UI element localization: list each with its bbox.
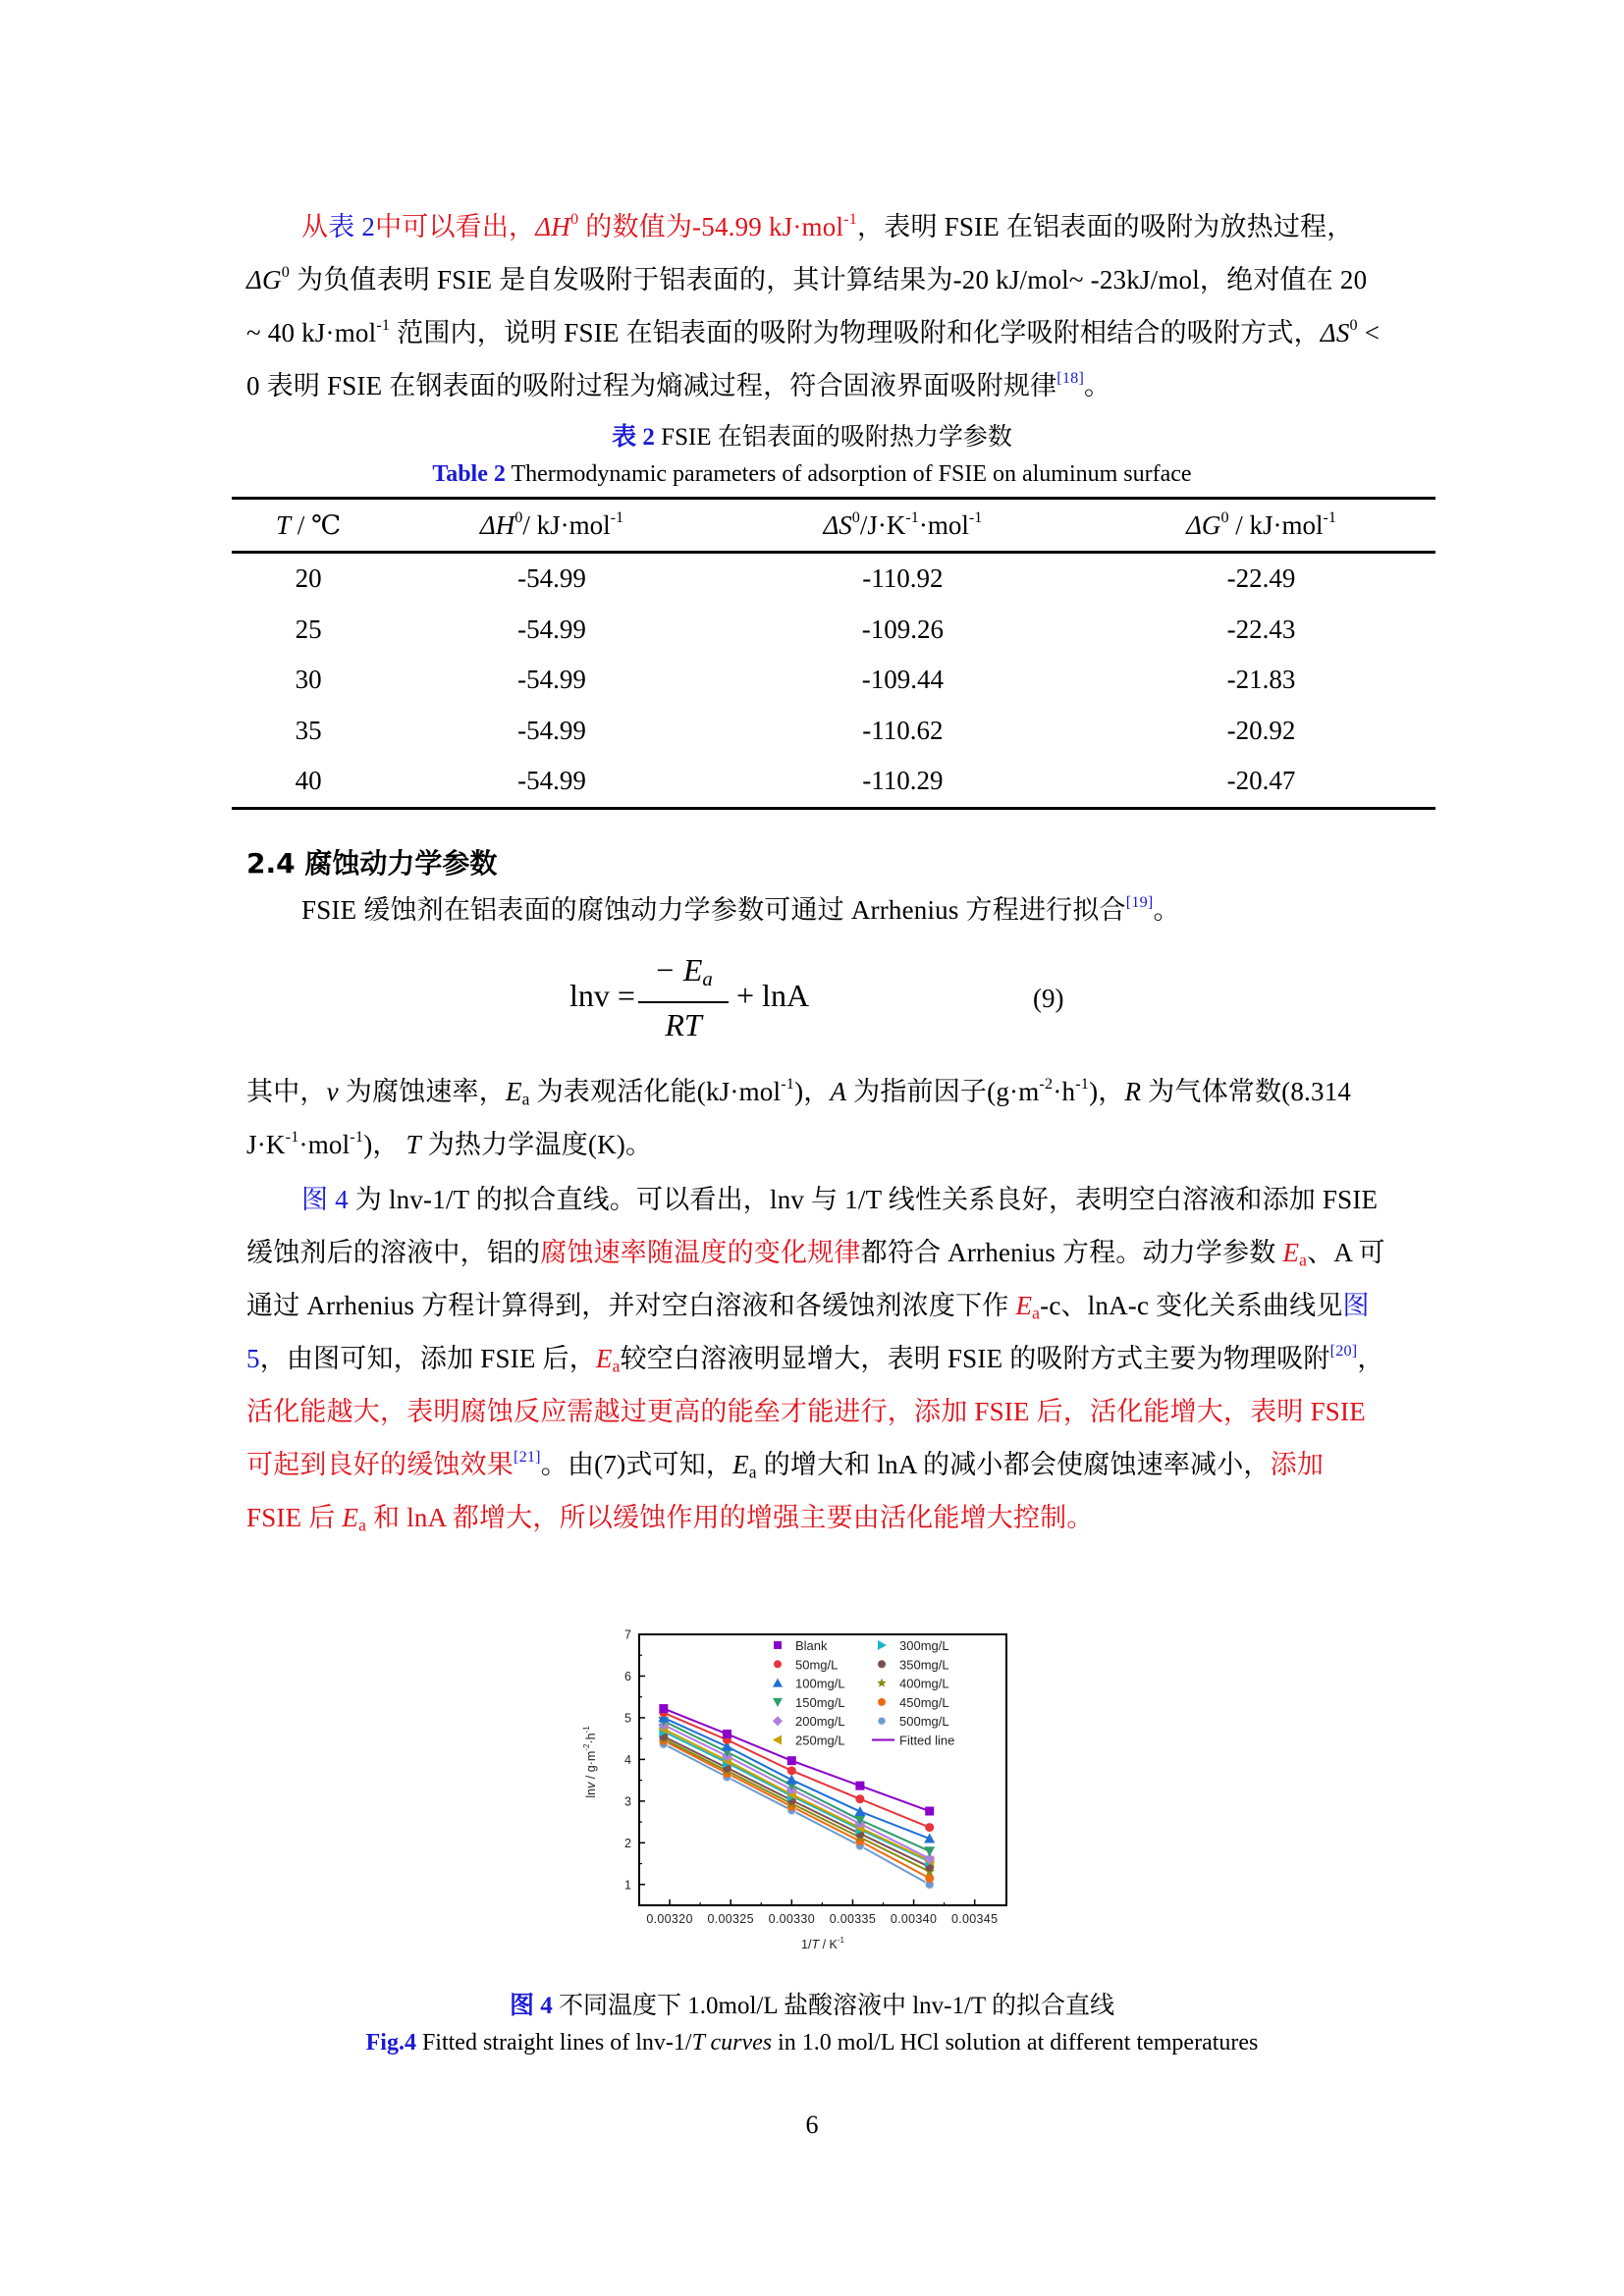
body-text: 。 (1153, 895, 1180, 925)
fraction-bar (638, 1001, 729, 1003)
caption-text: Thermodynamic parameters of adsorption of FSIE on aluminum surface (505, 461, 1192, 487)
cell-temperature: 35 (295, 715, 322, 745)
superscript: 0 (281, 262, 291, 281)
caption-text: curves (704, 2030, 773, 2056)
cell-enthalpy: -54.99 (517, 563, 586, 594)
symbol-dg: ΔG (246, 265, 282, 294)
cell-temperature: 30 (295, 665, 322, 695)
highlight-text: 从 (301, 212, 329, 241)
table-row (232, 655, 1435, 706)
caption-text: FSIE 在铝表面的吸附热力学参数 (654, 424, 1012, 451)
y-tick-label: 4 (624, 1752, 631, 1767)
legend-label: 100mg/L (795, 1676, 845, 1691)
symbol-ds: ΔS (1320, 318, 1350, 347)
legend-label: 350mg/L (899, 1657, 949, 1673)
section-intro (246, 883, 1385, 936)
cell-gibbs: -21.83 (1226, 665, 1296, 695)
data-point-100mg-l (786, 1775, 797, 1785)
citation-link[interactable]: [19] (1125, 892, 1154, 911)
legend-marker (878, 1717, 886, 1725)
y-tick-label: 5 (624, 1711, 631, 1726)
table-caption-cn (0, 417, 1624, 453)
symbol-dh: ΔH (535, 212, 571, 241)
cell-enthalpy: -54.99 (517, 715, 586, 745)
data-point-50mg-l (855, 1794, 864, 1803)
page-number: 6 (805, 2110, 819, 2139)
x-tick-label: 0.00345 (951, 1912, 999, 1926)
table-label: Table 2 (432, 461, 506, 487)
cell-enthalpy: -54.99 (517, 665, 586, 695)
header-gibbs: $\Delta G^0 / kJ\cdot mol^{-1}$ (1087, 499, 1435, 553)
legend-marker (877, 1679, 887, 1687)
cell-temperature: 40 (232, 756, 385, 808)
body-text: < 0 表明 FSIE 在钢表面的吸附过程为熵减过程，符合固液界面吸附规律 (246, 318, 1380, 400)
legend-label: 50mg/L (795, 1657, 839, 1673)
lnv-vs-inverse-t-chart (569, 1625, 1021, 1953)
cell-entropy: -109.44 (861, 665, 945, 695)
figure-caption-en (0, 2030, 1624, 2056)
table-caption-en (0, 461, 1624, 488)
plot-frame (639, 1634, 1006, 1905)
data-point-blank (659, 1704, 668, 1713)
caption-text: T (691, 2030, 705, 2056)
arrhenius-equation (569, 952, 1064, 1060)
data-point-450mg-l (925, 1874, 934, 1883)
legend-marker (878, 1660, 886, 1668)
cell-entropy: -110.29 (719, 756, 1087, 808)
y-tick-label: 1 (624, 1878, 631, 1893)
equation-denominator: RT (665, 1007, 702, 1042)
figure-label: Fig.4 (365, 2030, 416, 2056)
equation-fraction (638, 952, 729, 1043)
superscript: 0 (570, 209, 579, 228)
highlight-text: 的数值为-54.99 kJ·mol (578, 212, 844, 241)
cell-enthalpy: -54.99 (385, 756, 718, 808)
data-point-150mg-l (924, 1846, 935, 1856)
header-entropy: $\Delta S^0/J\cdot K^{-1}\cdot mol^{-1}$ (719, 499, 1087, 553)
table-row (232, 706, 1435, 757)
highlight-text: 和 lnA 都增大，所以缓蚀作用的增强主要由活化能增大控制。 (366, 1503, 1094, 1532)
x-tick-label: 0.00335 (829, 1912, 877, 1926)
table-row (232, 605, 1435, 656)
fitted-line-400mg-l (664, 1739, 930, 1872)
citation-link[interactable]: [18] (1056, 368, 1085, 387)
equation-numerator: − $E_a$ (654, 952, 713, 991)
data-point-blank (787, 1756, 796, 1765)
caption-text: 不同温度下 1.0mol/L 盐酸溶液中 lnv-1/T 的拟合直线 (552, 1993, 1114, 2019)
x-tick-label: 0.00330 (768, 1912, 815, 1926)
x-tick-label: 0.00325 (707, 1912, 754, 1926)
data-point-50mg-l (925, 1823, 934, 1832)
table-header-row (232, 499, 1435, 553)
y-tick-label: 3 (624, 1794, 631, 1809)
x-tick-label: 0.00320 (646, 1912, 693, 1926)
legend-marker (773, 1735, 782, 1745)
highlight-text: 添加 FSIE 后 (246, 1450, 1325, 1532)
cell-gibbs: -20.92 (1226, 715, 1296, 745)
body-text: 范围内，说明 FSIE 在铝表面的吸附为物理吸附和化学吸附相结合的吸附方式， (390, 318, 1321, 347)
legend-label: 400mg/L (899, 1676, 949, 1691)
legend-marker (773, 1716, 783, 1726)
legend-marker (878, 1640, 887, 1650)
legend-label: 150mg/L (795, 1694, 845, 1710)
y-tick-label: 2 (624, 1836, 631, 1850)
table-row (232, 553, 1435, 605)
legend-label: 250mg/L (795, 1733, 845, 1748)
y-axis-label: $\ln v / g\cdot m^{-2}\cdot h^{-1}$ (582, 1726, 598, 1798)
citation-link[interactable]: [21] (514, 1447, 541, 1466)
data-point-blank (723, 1730, 731, 1738)
data-point-50mg-l (787, 1766, 796, 1775)
equation-number: (9) (1033, 984, 1064, 1013)
cell-temperature: 20 (295, 563, 322, 594)
highlight-text: 腐蚀速率随温度的变化规律 (540, 1238, 861, 1267)
legend-label: Fitted line (899, 1733, 955, 1748)
paragraph-thermodynamics (246, 200, 1385, 412)
caption-text: Fitted straight lines of lnv-1/ (415, 2030, 692, 2056)
cell-gibbs: -20.47 (1087, 756, 1435, 808)
highlight-text: 中可以看出， (375, 212, 536, 241)
section-heading: 2.4 腐蚀动力学参数 (246, 847, 498, 880)
cell-gibbs: -22.43 (1226, 614, 1296, 644)
y-tick-label: 7 (624, 1628, 631, 1642)
legend-marker (773, 1679, 783, 1687)
legend-label: Blank (795, 1638, 828, 1653)
fitted-line-250mg-l (664, 1729, 930, 1860)
legend-label: 500mg/L (899, 1714, 949, 1730)
highlight-text: 活化能越大，表明腐蚀反应需越过更高的能垒才能进行，添加 FSIE 后，活化能增大，表明 FSIE 可起到良好的缓蚀效果 (246, 1397, 1366, 1479)
figure-reference-link[interactable]: 图 5 (246, 1291, 1370, 1373)
cell-temperature: 25 (295, 614, 322, 644)
y-tick-label: 6 (624, 1669, 631, 1683)
legend-marker (774, 1641, 782, 1649)
x-axis-label: $1/T / K^{-1}$ (801, 1936, 844, 1951)
figure-label: 图 4 (510, 1993, 553, 2019)
superscript: -1 (376, 315, 391, 334)
citation-link[interactable]: [20] (1329, 1341, 1358, 1360)
figure-reference-link[interactable]: 图 4 (301, 1185, 349, 1214)
paragraph-kinetics-discussion: 图 4 为 lnv-1/T 的拟合直线。可以看出，lnv 与 1/T 线性关系良好，表明空白溶液和添加 FSIE 缓蚀剂后的溶液中，铝的腐蚀速率随温度的变化规律都符合 Arrhenius 方程。动力学参数 $E_a$、A 可通过 Arrhenius 方程计算得到，并对空白溶液和各缓蚀剂浓度下作 $E_a-c$、lnA-c 变化关系曲线见图 5，由图可知，添加 FSIE 后，$E_a$较空白溶液明显增大，表明 FSIE 的吸附方式主要为物理吸附[20]，活化能越大，表明腐蚀反应需越过更高的能垒才能进行，添加 FSIE 后，活化能增大，表明 FSIE 可起到良好的缓蚀效果[21]。由(7)式可知，$E_a$ 的增大和 lnA 的减小都会使腐蚀速率减小，添加 FSIE 后 $E_a$ 和 lnA 都增大，所以缓蚀作用的增强主要由活化能增大控制。 (246, 1185, 1385, 1535)
cell-entropy: -110.92 (862, 563, 944, 594)
thermodynamic-table (232, 497, 1435, 810)
paragraph-variable-definitions: 其中，v 为腐蚀速率，$E_a$ 为表观活化能(kJ·mol$^{-1}$)，A 为指前因子$(g\cdot m^{-2}\cdot h^{-1})$，R 为气体常数(8.314 $J\cdot K^{-1}\cdot mol^{-1}$)， T 为热力学温度(K)。 (246, 1074, 1352, 1159)
table-row (232, 756, 1435, 808)
legend-marker (878, 1698, 886, 1706)
legend-label: 200mg/L (795, 1714, 845, 1730)
table-reference-link[interactable]: 表 2 (328, 212, 376, 241)
cell-entropy: -110.62 (862, 715, 944, 745)
x-tick-label: 0.00340 (890, 1912, 938, 1926)
figure-caption-cn (0, 1986, 1624, 2021)
body-text: 。 (1084, 371, 1111, 400)
fitted-line-500mg-l (664, 1744, 930, 1885)
legend-label: 300mg/L (899, 1638, 949, 1653)
header-enthalpy: $\Delta H^0/$ kJ·mol$^{-1}$ (385, 499, 718, 553)
data-point-blank (855, 1782, 864, 1790)
superscript: 0 (1349, 315, 1358, 334)
body-text: ，表明 FSIE 在铝表面的吸附为放热过程， (857, 212, 1354, 241)
fitted-line-450mg-l (664, 1740, 930, 1878)
caption-text: in 1.0 mol/L HCl solution at different temperatures (772, 2030, 1259, 2056)
header-temperature: T / ℃ (232, 499, 385, 553)
cell-enthalpy: -54.99 (517, 614, 586, 644)
data-point-100mg-l (854, 1806, 865, 1816)
legend-marker (774, 1660, 782, 1668)
equation-lhs: lnv = (569, 978, 635, 1013)
cell-entropy: -109.26 (861, 614, 945, 644)
equation-rhs: + lnA (736, 978, 810, 1013)
body-text: FSIE 缓蚀剂在铝表面的腐蚀动力学参数可通过 Arrhenius 方程进行拟合 (301, 895, 1126, 925)
cell-gibbs: -22.49 (1226, 563, 1296, 594)
table-label: 表 2 (612, 424, 655, 451)
superscript: -1 (843, 209, 858, 228)
legend-marker (773, 1698, 783, 1707)
legend-label: 450mg/L (899, 1694, 949, 1710)
data-point-blank (925, 1807, 934, 1816)
body-text: 为负值表明 FSIE 是自发吸附于铝表面的，其计算结果为-20 kJ/mol~ -23kJ/mol，绝对值在 20 ~ 40 kJ·mol (246, 265, 1368, 347)
